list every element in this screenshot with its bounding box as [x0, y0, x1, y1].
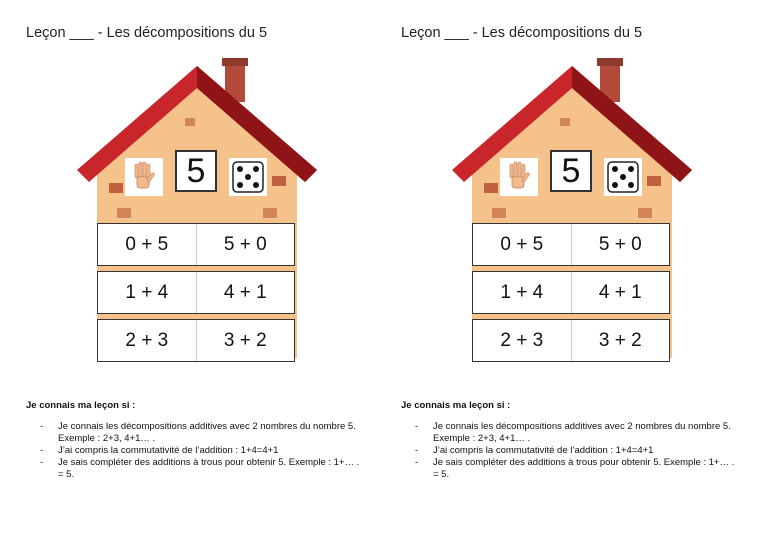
house-illustration — [452, 58, 692, 378]
knowledge-list — [401, 421, 741, 481]
knowledge-heading: Je connais ma leçon si : — [401, 400, 511, 411]
house-illustration — [77, 58, 317, 378]
decomposition-left: 2 + 3 — [500, 329, 544, 351]
decomposition-right: 3 + 2 — [196, 320, 295, 361]
number-card: 5 — [550, 150, 592, 192]
decomposition-left: 0 + 5 — [125, 233, 169, 255]
decomposition-left: 1 + 4 — [500, 281, 544, 303]
decomposition-row — [472, 319, 670, 362]
decomposition-row — [472, 271, 670, 314]
knowledge-item: - J’ai compris la commutativité de l’addition : 1+4=4+1 — [415, 445, 741, 457]
decomposition-row — [97, 271, 295, 314]
lesson-sheet-right — [375, 0, 759, 543]
knowledge-item: - J’ai compris la commutativité de l’addition : 1+4=4+1 — [40, 445, 366, 457]
lesson-title: Leçon ___ - Les décompositions du 5 — [26, 25, 268, 41]
lesson-title: Leçon ___ - Les décompositions du 5 — [401, 25, 643, 41]
knowledge-list — [26, 421, 366, 481]
number-card: 5 — [175, 150, 217, 192]
dice-five-icon — [233, 162, 263, 192]
decomposition-right: 5 + 0 — [196, 224, 295, 265]
decomposition-left: 1 + 4 — [125, 281, 169, 303]
decomposition-left: 2 + 3 — [125, 329, 169, 351]
dice-five-icon — [608, 162, 638, 192]
knowledge-item: - Je connais les décompositions additives avec 2 nombres du nombre 5. Exemple : 2+3, 4+1… . — [40, 421, 366, 445]
knowledge-section — [26, 400, 366, 481]
decomposition-right: 4 + 1 — [571, 272, 670, 313]
knowledge-section — [401, 400, 741, 481]
decomposition-row — [97, 319, 295, 362]
knowledge-item: - Je sais compléter des additions à trous pour obtenir 5. Exemple : 1+… . = 5. — [415, 457, 741, 481]
decomposition-row — [97, 223, 295, 266]
decomposition-left: 0 + 5 — [500, 233, 544, 255]
knowledge-item: - Je connais les décompositions additives avec 2 nombres du nombre 5. Exemple : 2+3, 4+1… . — [415, 421, 741, 445]
knowledge-heading: Je connais ma leçon si : — [26, 400, 136, 411]
decomposition-row — [472, 223, 670, 266]
decomposition-right: 5 + 0 — [571, 224, 670, 265]
knowledge-item: - Je sais compléter des additions à trous pour obtenir 5. Exemple : 1+… . = 5. — [40, 457, 366, 481]
decomposition-right: 4 + 1 — [196, 272, 295, 313]
decomposition-right: 3 + 2 — [571, 320, 670, 361]
